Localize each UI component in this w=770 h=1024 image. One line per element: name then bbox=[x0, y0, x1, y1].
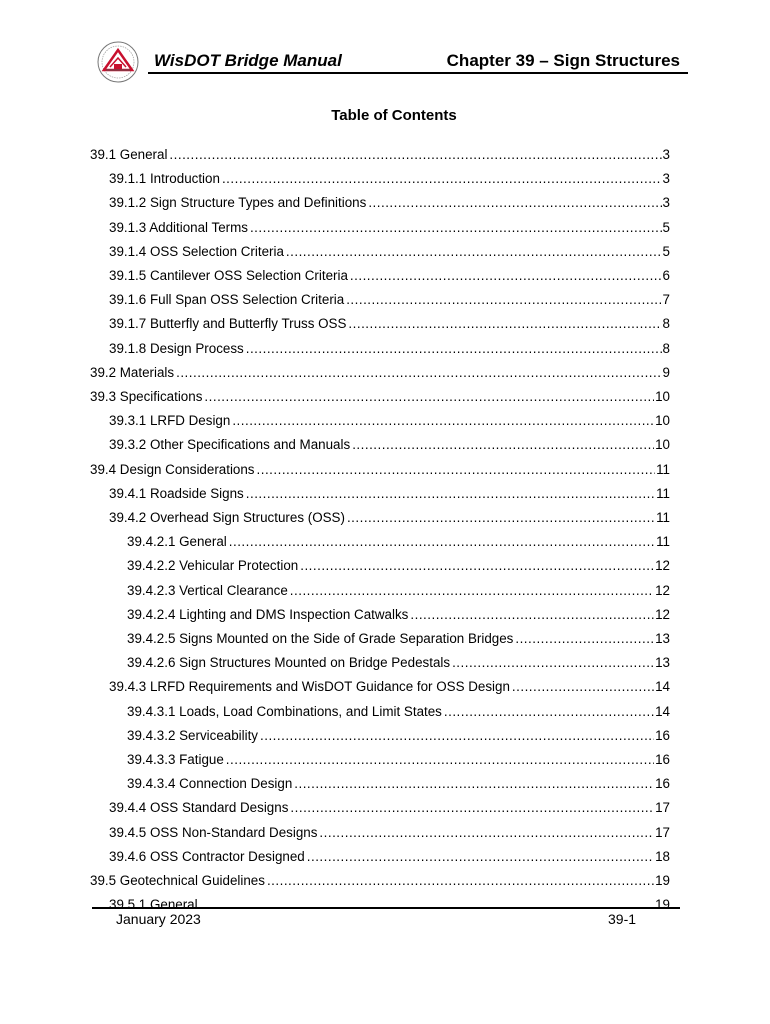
toc-entry-label: 39.1.2 Sign Structure Types and Definitions bbox=[109, 195, 367, 211]
toc-entry[interactable] bbox=[109, 340, 670, 358]
toc-entry-label: 39.4.3.4 Connection Design bbox=[127, 776, 293, 792]
manual-title: WisDOT Bridge Manual bbox=[154, 51, 342, 70]
toc-entry[interactable] bbox=[109, 509, 670, 527]
toc-entry[interactable] bbox=[109, 436, 670, 454]
toc-leader-dots bbox=[257, 461, 656, 479]
toc-entry[interactable] bbox=[127, 533, 670, 551]
toc-entry[interactable] bbox=[109, 412, 670, 430]
wisdot-seal-icon bbox=[96, 40, 140, 84]
toc-leader-dots bbox=[267, 872, 654, 890]
toc-entry-label: 39.1.5 Cantilever OSS Selection Criteria bbox=[109, 268, 348, 283]
toc-leader-dots bbox=[169, 146, 661, 164]
toc-entry-label: 39.4.3.3 Fatigue bbox=[127, 752, 224, 767]
toc-entry-label: 39.1 General bbox=[90, 147, 168, 162]
toc-leader-dots bbox=[300, 557, 654, 575]
toc-entry-page: 8 bbox=[662, 316, 670, 332]
toc-entry-page: 12 bbox=[655, 582, 670, 598]
toc-entry-label: 39.4.2.5 Signs Mounted on the Side of Grade Separation Bridges bbox=[127, 631, 514, 646]
toc-leader-dots bbox=[512, 678, 654, 696]
toc-entry[interactable] bbox=[109, 848, 670, 866]
toc-entry-page: 10 bbox=[655, 437, 670, 453]
toc-entry[interactable] bbox=[109, 219, 670, 237]
toc-entry[interactable] bbox=[109, 267, 670, 285]
toc-leader-dots bbox=[444, 703, 654, 721]
toc-entry-page: 12 bbox=[655, 606, 670, 622]
toc-entry-page: 6 bbox=[662, 268, 670, 283]
toc-entry-label: 39.4.1 Roadside Signs bbox=[109, 485, 244, 501]
toc-entry[interactable] bbox=[127, 775, 670, 793]
toc-entry-page: 8 bbox=[662, 340, 670, 356]
toc-entry-page: 10 bbox=[655, 413, 670, 429]
footer-page-number: 39-1 bbox=[608, 911, 637, 927]
toc-entry-page: 13 bbox=[655, 655, 670, 671]
toc-entry-label: 39.4.2.4 Lighting and DMS Inspection Catwalks bbox=[127, 606, 409, 622]
toc-entry[interactable] bbox=[109, 243, 670, 261]
toc-entry[interactable] bbox=[109, 315, 670, 333]
toc-entry[interactable] bbox=[90, 146, 670, 164]
toc-entry-page: 19 bbox=[655, 873, 670, 888]
toc-leader-dots bbox=[290, 582, 654, 600]
toc-leader-dots bbox=[246, 485, 655, 503]
toc-entry-label: 39.3 Specifications bbox=[90, 389, 203, 404]
toc-leader-dots bbox=[348, 315, 661, 333]
toc-entry-label: 39.4.2.1 General bbox=[127, 534, 227, 550]
toc-entry-page: 14 bbox=[655, 679, 670, 695]
toc-entry-label: 39.4.3.2 Serviceability bbox=[127, 727, 259, 743]
toc-entry[interactable] bbox=[109, 485, 670, 503]
toc-entry-page: 16 bbox=[655, 776, 670, 792]
toc-entry[interactable] bbox=[109, 291, 670, 309]
toc-entry[interactable] bbox=[127, 606, 670, 624]
toc-leader-dots bbox=[246, 340, 662, 358]
toc-entry-page: 12 bbox=[655, 558, 670, 574]
toc-entry[interactable] bbox=[127, 557, 670, 575]
toc-entry-label: 39.4.3.1 Loads, Load Combinations, and Limit States bbox=[127, 703, 442, 719]
toc-leader-dots bbox=[350, 267, 662, 285]
toc-leader-dots bbox=[176, 364, 661, 382]
toc-entry-page: 3 bbox=[662, 195, 670, 211]
toc-leader-dots bbox=[232, 412, 654, 430]
toc-entry-label: 39.4.6 OSS Contractor Designed bbox=[109, 848, 305, 864]
toc-entry-page: 11 bbox=[656, 461, 670, 477]
toc-leader-dots bbox=[286, 243, 662, 261]
toc-entry-label: 39.2 Materials bbox=[90, 364, 175, 380]
toc-entry[interactable] bbox=[127, 630, 670, 648]
toc-entry[interactable] bbox=[90, 461, 670, 479]
toc-entry-label: 39.4.4 OSS Standard Designs bbox=[109, 800, 289, 816]
toc-entry-page: 11 bbox=[656, 534, 670, 550]
toc-entry-page: 11 bbox=[656, 485, 670, 501]
toc-leader-dots bbox=[346, 291, 661, 309]
toc-entry-page: 17 bbox=[655, 800, 670, 816]
toc-entry-label: 39.5.1 General bbox=[109, 897, 198, 913]
toc-entry-page: 16 bbox=[655, 752, 670, 767]
toc-entry-page: 17 bbox=[655, 824, 670, 840]
toc-entry-label: 39.4.2.6 Sign Structures Mounted on Bridge Pedestals bbox=[127, 655, 451, 671]
toc-entry[interactable] bbox=[109, 824, 670, 842]
toc-entry[interactable] bbox=[109, 194, 670, 212]
toc-leader-dots bbox=[452, 654, 654, 672]
toc-leader-dots bbox=[200, 896, 655, 914]
toc-heading: Table of Contents bbox=[331, 107, 457, 124]
toc-entry[interactable] bbox=[127, 751, 670, 769]
toc-entry-label: 39.4.5 OSS Non-Standard Designs bbox=[109, 824, 318, 840]
toc-entry-label: 39.3.2 Other Specifications and Manuals bbox=[109, 437, 351, 453]
toc-entry-page: 14 bbox=[655, 703, 670, 719]
toc-entry-page: 5 bbox=[662, 219, 670, 235]
toc-entry[interactable] bbox=[127, 654, 670, 672]
toc-entry-label: 39.1.4 OSS Selection Criteria bbox=[109, 243, 284, 259]
footer-divider bbox=[92, 907, 680, 909]
toc-leader-dots bbox=[250, 219, 662, 237]
toc-entry[interactable] bbox=[109, 170, 670, 188]
toc-leader-dots bbox=[319, 824, 654, 842]
toc-entry[interactable] bbox=[109, 799, 670, 817]
toc-entry-page: 3 bbox=[662, 147, 670, 162]
toc-entry-page: 11 bbox=[656, 510, 670, 525]
toc-entry-label: 39.1.7 Butterfly and Butterfly Truss OSS bbox=[109, 316, 347, 332]
toc-entry-label: 39.5 Geotechnical Guidelines bbox=[90, 873, 265, 888]
toc-entry-label: 39.4.3 LRFD Requirements and WisDOT Guidance for OSS Design bbox=[109, 679, 510, 695]
toc-entry-label: 39.1.6 Full Span OSS Selection Criteria bbox=[109, 292, 345, 308]
toc-entry-label: 39.3.1 LRFD Design bbox=[109, 413, 231, 429]
toc-entry[interactable] bbox=[127, 703, 670, 721]
toc-entry-label: 39.4.2.2 Vehicular Protection bbox=[127, 558, 299, 574]
chapter-title: Chapter 39 – Sign Structures bbox=[446, 51, 680, 70]
toc-entry-page: 10 bbox=[655, 389, 670, 404]
toc-entry-label: 39.1.8 Design Process bbox=[109, 340, 244, 356]
toc-leader-dots bbox=[204, 388, 654, 406]
toc-entry[interactable] bbox=[109, 678, 670, 696]
toc-entry-page: 9 bbox=[662, 364, 670, 380]
toc-leader-dots bbox=[410, 606, 654, 624]
toc-leader-dots bbox=[515, 630, 654, 648]
toc-entry-label: 39.1.3 Additional Terms bbox=[109, 219, 248, 235]
toc-entry[interactable] bbox=[127, 727, 670, 745]
toc-entry[interactable] bbox=[127, 582, 670, 600]
page-header bbox=[148, 50, 688, 74]
toc-entry[interactable] bbox=[90, 872, 670, 890]
toc-leader-dots bbox=[307, 848, 654, 866]
toc-entry-page: 7 bbox=[662, 292, 670, 308]
footer-date: January 2023 bbox=[116, 911, 201, 927]
toc-leader-dots bbox=[222, 170, 662, 188]
toc-entry-label: 39.4 Design Considerations bbox=[90, 461, 255, 477]
toc-leader-dots bbox=[347, 509, 655, 527]
toc-leader-dots bbox=[226, 751, 654, 769]
toc-entry-label: 39.1.1 Introduction bbox=[109, 171, 220, 187]
toc-entry-label: 39.4.2.3 Vertical Clearance bbox=[127, 582, 288, 598]
toc-entry-page: 16 bbox=[655, 727, 670, 743]
toc-leader-dots bbox=[260, 727, 654, 745]
toc-entry-page: 19 bbox=[655, 897, 670, 913]
toc-entry[interactable] bbox=[90, 364, 670, 382]
toc-entry[interactable] bbox=[90, 388, 670, 406]
toc-entry-label: 39.4.2 Overhead Sign Structures (OSS) bbox=[109, 510, 345, 525]
toc-leader-dots bbox=[229, 533, 655, 551]
toc-entry-page: 18 bbox=[655, 848, 670, 864]
toc-leader-dots bbox=[290, 799, 654, 817]
toc-leader-dots bbox=[368, 194, 661, 212]
toc-entry-page: 5 bbox=[662, 243, 670, 259]
toc-leader-dots bbox=[352, 436, 654, 454]
toc-leader-dots bbox=[294, 775, 654, 793]
toc-entry-page: 13 bbox=[655, 631, 670, 646]
toc-entry-page: 3 bbox=[662, 171, 670, 187]
